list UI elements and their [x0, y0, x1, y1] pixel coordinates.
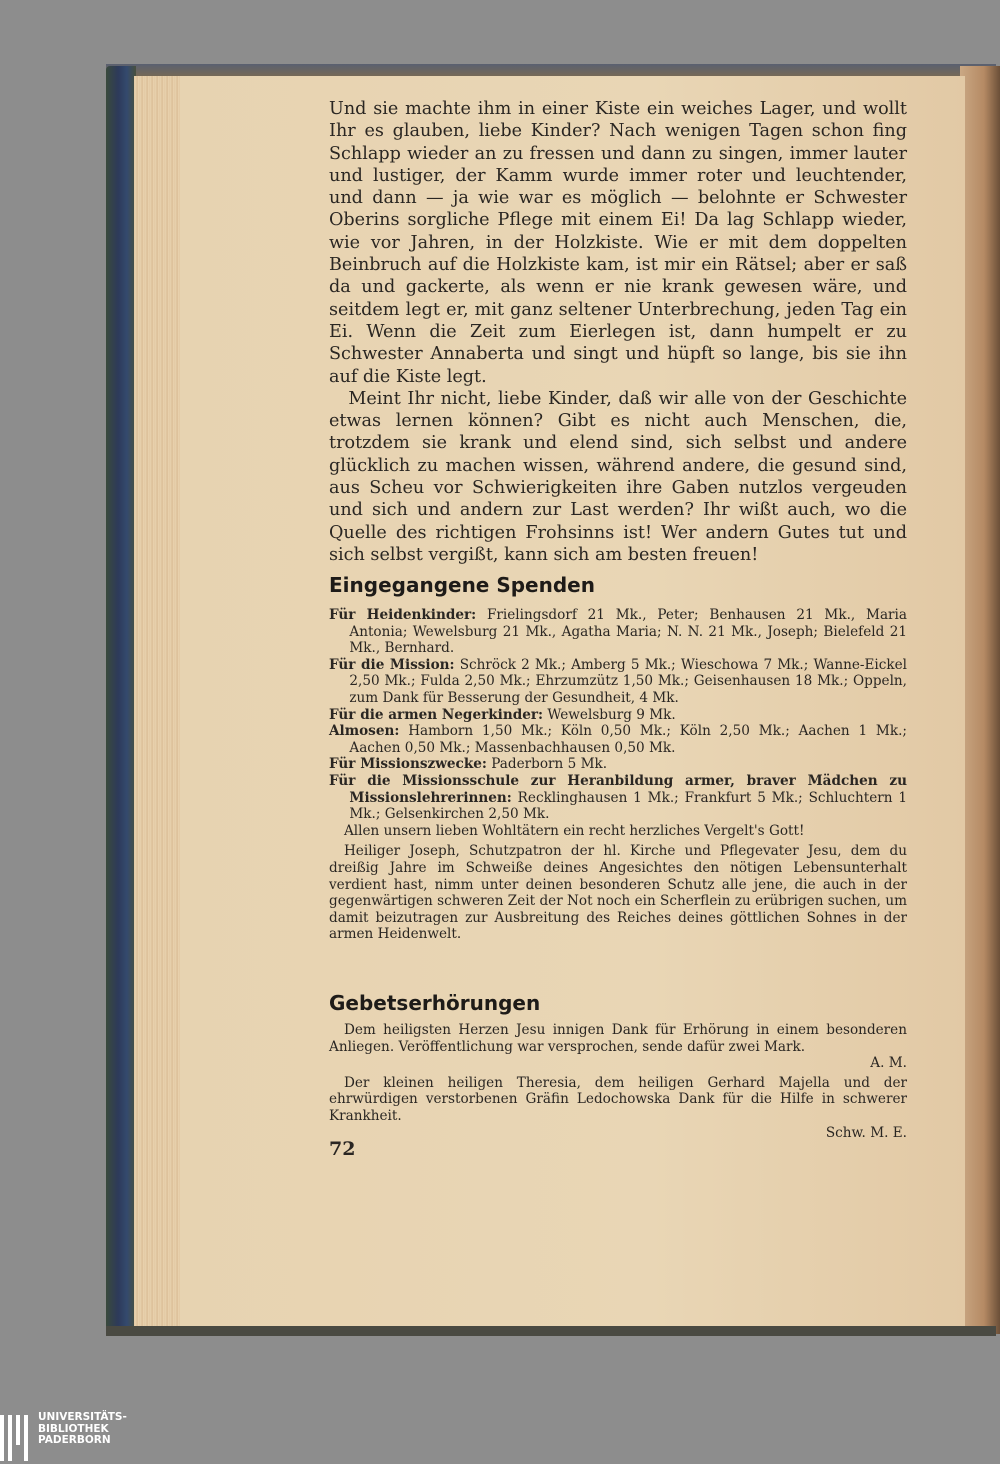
- spenden-entry-text: Wewelsburg 9 Mk.: [547, 706, 676, 723]
- spenden-entry-label: Für die Mission:: [329, 656, 455, 673]
- page-number: 72: [329, 1138, 356, 1160]
- library-logo-bars-icon: [0, 1415, 28, 1461]
- spenden-entry-text: Schröck 2 Mk.; Amberg 5 Mk.; Wieschowa 7 Mk.; Wanne-Eickel 2,50 Mk.; Fulda 2,50 Mk.; Ehrzumzütz 1,50 Mk.; Geisenhausen 18 Mk.; Oppeln, zum Dank für Besserung der Gesundheit, 4 Mk.: [349, 656, 908, 706]
- erhoerung-signature: A. M.: [870, 1055, 907, 1072]
- spenden-entry-text: Recklinghausen 1 Mk.; Frankfurt 5 Mk.; Schluchtern 1 Mk.; Gelsenkirchen 2,50 Mk.: [349, 789, 907, 823]
- spenden-list: [329, 607, 907, 943]
- story-paragraph-2: Meint Ihr nicht, liebe Kinder, daß wir alle von der Geschichte etwas lernen können? Gibt es nicht auch Menschen, die, trotzdem sie krank und elend sind, sich selbst und andere glücklich zu machen wissen, während andere, die gesund sind, aus Scheu vor Schwierigkeiten ihre Gaben nutzlos vergeuden und sich und andern zur Last werden? Ihr wißt auch, wo die Quelle des richtigen Frohsinns ist! Wer andern Gutes tut und sich selbst vergißt, kann sich am besten freuen!: [329, 388, 907, 565]
- library-logo-text: [38, 1412, 127, 1447]
- erhoerung-signature-line: [329, 1125, 907, 1142]
- library-logo: [0, 1412, 200, 1462]
- library-logo-line: PADERBORN: [38, 1434, 111, 1446]
- spenden-entry-label: Für die Missionsschule zur Heranbildung armer, braver Mädchen zu Missionslehrerinnen:: [329, 772, 907, 806]
- spenden-entry-label: Für Heidenkinder:: [329, 607, 477, 623]
- spenden-entry-label: Für die armen Negerkinder:: [329, 706, 544, 723]
- book-cover-bottom: [106, 1326, 996, 1336]
- erhoerungen-heading: Gebetserhörungen: [329, 991, 541, 1015]
- erhoerung-body: Der kleinen heiligen Theresia, dem heiligen Gerhard Majella und der ehrwürdigen verstorbenen Gräfin Ledochowska Dank für die Hilfe in schwerer Krankheit.: [329, 1074, 907, 1124]
- spenden-entry: [329, 607, 907, 657]
- book-cover-spine: [106, 66, 136, 1334]
- erhoerung-signature-line: [329, 1055, 907, 1072]
- spenden-heading: Eingegangene Spenden: [329, 573, 595, 597]
- erhoerung-body: Dem heiligsten Herzen Jesu innigen Dank für Erhörung in einem besonderen Anliegen. Veröffentlichung war versprochen, sende dafür zwei Mark.: [329, 1022, 907, 1055]
- spenden-entry-label: Almosen:: [329, 723, 400, 740]
- book-cover-right: [960, 66, 1000, 1334]
- story-paragraph-1: Und sie machte ihm in einer Kiste ein weiches Lager, und wollt Ihr es glauben, liebe Kinder? Nach wenigen Tagen schon fing Schlapp wieder an zu fressen und dann zu singen, immer lauter und lustiger, der Kamm wurde immer roter und leuchtender, und dann — ja wie war es möglich — belohnte er Schwester Oberins sorgliche Pflege mit einem Ei! Da lag Schlapp wieder, wie vor Jahren, in der Holzkiste. Wie er mit dem doppelten Beinbruch auf die Holzkiste kam, ist mir ein Rätsel; aber er saß da und gackerte, als wenn er nie krank gewesen wäre, und seitdem legt er, mit ganz seltener Unterbrechung, jeden Tag ein Ei. Wenn die Zeit zum Eierlegen ist, dann humpelt er zu Schwester Annaberta und singt und hüpft so lange, bis sie ihn auf die Kiste legt.: [329, 99, 907, 387]
- spenden-entry-text: Frielingsdorf 21 Mk., Peter; Benhausen 21 Mk., Maria Antonia; Wewelsburg 21 Mk., Agatha Maria; N. N. 21 Mk., Joseph; Bielefeld 21 Mk., Bernhard.: [349, 607, 907, 657]
- spenden-entry: [329, 756, 907, 773]
- spenden-entry: [329, 707, 907, 724]
- spenden-entry: [329, 657, 907, 707]
- spenden-thanks: Allen unsern lieben Wohltätern ein recht herzliches Vergelt's Gott!: [343, 822, 805, 839]
- library-logo-line: UNIVERSITÄTS-: [38, 1411, 127, 1423]
- erhoerung-signature: Schw. M. E.: [825, 1124, 907, 1141]
- page-edges: [134, 76, 182, 1328]
- erhoerung-text: [329, 1022, 907, 1055]
- spenden-entry-text: Hamborn 1,50 Mk.; Köln 0,50 Mk.; Köln 2,50 Mk.; Aachen 1 Mk.; Aachen 0,50 Mk.; Massenbachhausen 0,50 Mk.: [349, 723, 907, 756]
- joseph-prayer: Heiliger Joseph, Schutzpatron der hl. Kirche und Pflegevater Jesu, dem du dreißig Jahre im Schweiße deines Angesichtes den nötigen Lebensunterhalt verdient hast, nimm unter deinen besonderen Schutz alle jene, die auch in der gegenwärtigen schweren Zeit der Not noch ein Scherflein zu erübrigen suchen, um damit beizutragen zur Ausbreitung des Reiches deines göttlichen Sohnes in der armen Heidenwelt.: [329, 843, 907, 943]
- spenden-entry: [329, 773, 907, 823]
- spenden-entry: [329, 723, 907, 756]
- library-logo-line: BIBLIOTHEK: [38, 1422, 109, 1435]
- erhoerungen-list: [329, 1022, 907, 1141]
- spenden-entry-text: Paderborn 5 Mk.: [491, 756, 608, 773]
- erhoerung-text: [329, 1075, 907, 1125]
- story-text: [329, 98, 907, 566]
- spenden-entry-label: Für Missionszwecke:: [329, 756, 487, 773]
